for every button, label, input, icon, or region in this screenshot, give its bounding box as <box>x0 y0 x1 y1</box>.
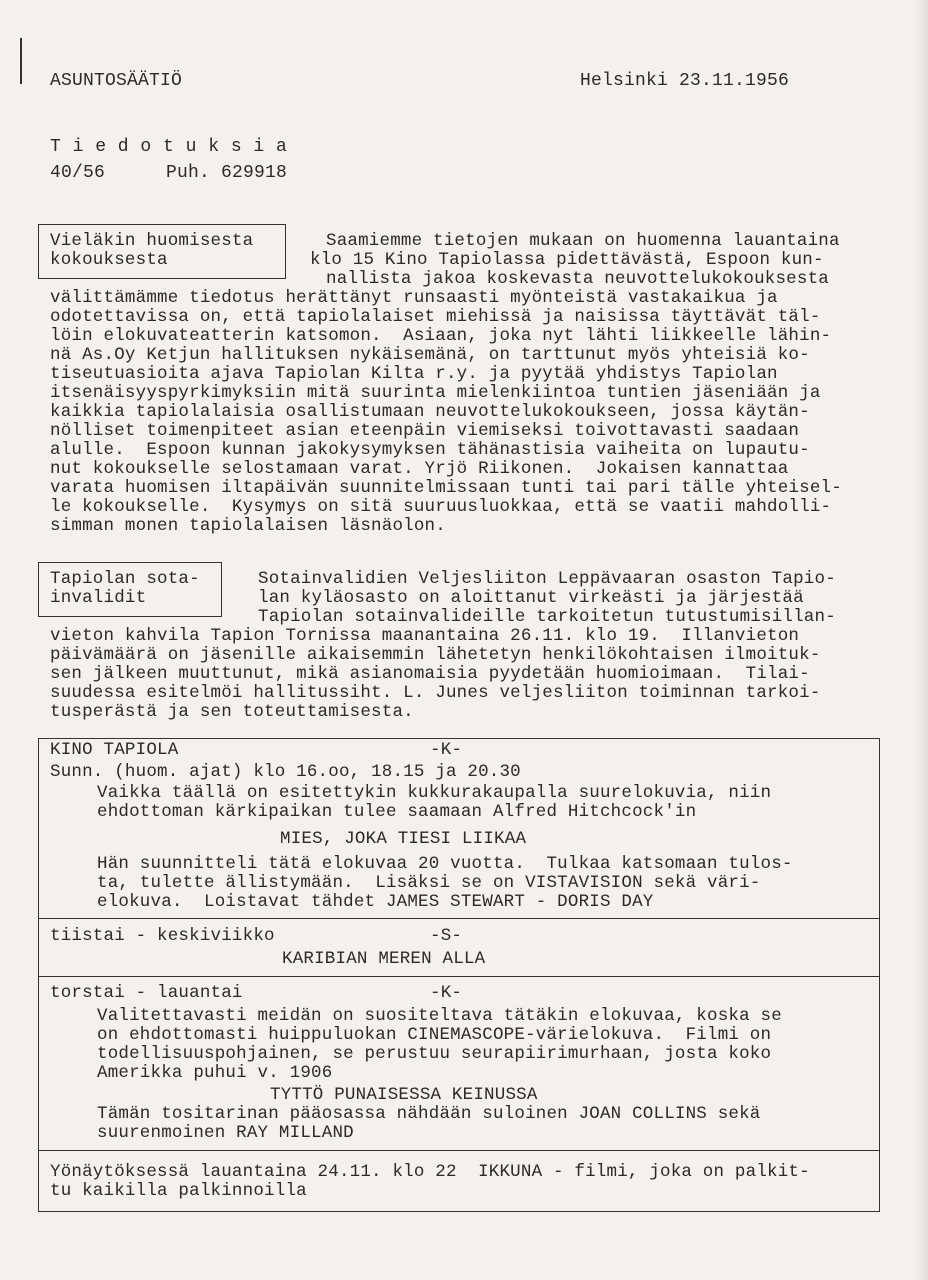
rating: -K- <box>430 740 463 760</box>
page-edge-shadow <box>914 0 928 1280</box>
section2-heading-line: Tapiolan sota- <box>50 569 200 589</box>
cinema-text-line: on ehdottomasti huippuluokan CINEMASCOPE-värielokuva. Filmi on <box>97 1025 772 1045</box>
show-days: tiistai - keskiviikko <box>50 926 275 946</box>
cinema-text-line: Amerikka puhui v. 1906 <box>97 1063 333 1083</box>
section1-line: nölliset toimenpiteet asian eteenpäin viemiseksi toivottavasti saadaan <box>50 421 800 441</box>
org-name: ASUNTOSÄÄTIÖ <box>50 71 183 91</box>
section2-line: tusperästä ja sen toteuttamisesta. <box>50 702 414 722</box>
rating: -S- <box>430 926 463 946</box>
section2-line: päivämäärä on jäsenille aikaisemmin lähetetyn henkilökohtaisen ilmoituk- <box>50 645 821 665</box>
cinema-text-line: Hän suunnitteli tätä elokuvaa 20 vuotta. Tulkaa katsomaan tulos- <box>97 854 793 874</box>
cinema-text-line: tu kaikilla palkinnoilla <box>50 1181 307 1201</box>
section1-heading-line: Vieläkin huomisesta <box>50 231 254 251</box>
section1-line: le kokoukselle. Kysymys on sitä suuruusluokkaa, että se vaatii mahdolli- <box>50 497 832 517</box>
section1-line: Saamiemme tietojen mukaan on huomenna lauantaina <box>326 231 840 251</box>
cinema-divider <box>38 1150 880 1151</box>
cinema-text-line: Tämän tositarinan pääosassa nähdään suloinen JOAN COLLINS sekä <box>97 1104 761 1124</box>
cinema-text-line: ta, tulette ällistymään. Lisäksi se on VISTAVISION sekä väri- <box>97 873 761 893</box>
cinema-title: KINO TAPIOLA <box>50 740 179 760</box>
section1-line: nut kokoukselle selostamaan varat. Yrjö Riikonen. Jokaisen kannattaa <box>50 459 789 479</box>
section1-line: nallista jakoa koskevasta neuvottelukokouksesta <box>326 269 829 289</box>
cinema-text-line: elokuva. Loistavat tähdet JAMES STEWART - DORIS DAY <box>97 892 654 912</box>
cinema-divider <box>38 976 880 977</box>
section1-line: löin elokuvateatterin katsomon. Asiaan, joka nyt lähti liikkeelle lähin- <box>50 326 832 346</box>
section1-line: odotettavissa on, että tapiolalaiset miehissä ja naisissa täyttävät täl- <box>50 307 821 327</box>
cinema-divider <box>38 918 880 919</box>
section1-line: alulle. Espoon kunnan jakokysymyksen tähänastisia vaiheita on lupautu- <box>50 440 810 460</box>
film-title: KARIBIAN MEREN ALLA <box>282 949 486 969</box>
section1-line: varata huomisen iltapäivän suunnitelmissaan tunti tai pari tälle yhteisel- <box>50 478 842 498</box>
section1-heading-line: kokouksesta <box>50 250 168 270</box>
section1-line: välittämämme tiedotus herättänyt runsaasti myönteistä vastakaikua ja <box>50 288 778 308</box>
section2-line: suudessa esitelmöi hallitussiht. L. Junes veljesliiton toiminnan tarkoi- <box>50 683 821 703</box>
cinema-text-line: Yönäytöksessä lauantaina 24.11. klo 22 IKKUNA - filmi, joka on palkit- <box>50 1162 810 1182</box>
section2-line: lan kyläosasto on aloittanut virkeästi ja järjestää <box>258 588 804 608</box>
phone-number: Puh. 629918 <box>166 163 288 183</box>
place-date: Helsinki 23.11.1956 <box>580 71 790 91</box>
punch-bracket-mark <box>14 38 22 84</box>
section2-heading-line: invalidit <box>50 588 147 608</box>
show-days: torstai - lauantai <box>50 983 243 1003</box>
cinema-text-line: Vaikka täällä on esitettykin kukkurakaupalla suurelokuvia, niin <box>97 783 772 803</box>
section2-line: vieton kahvila Tapion Tornissa maanantaina 26.11. klo 19. Illanvieton <box>50 626 800 646</box>
cinema-text-line: suurenmoinen RAY MILLAND <box>97 1123 354 1143</box>
section1-line: tiseutuasioita ajava Tapiolan Kilta r.y. ja pyytää yhdistys Tapiolan <box>50 364 778 384</box>
section1-line: nä As.Oy Ketjun hallituksen nykäisemänä, on tarttunut myös yhteisiä ko- <box>50 345 810 365</box>
document-number: 40/56 <box>50 163 106 183</box>
document-title: T i e d o t u k s i a <box>50 137 288 157</box>
section1-line: kaikkia tapiolalaisia osallistumaan neuvottelukokoukseen, jossa käytän- <box>50 402 810 422</box>
cinema-text-line: Valitettavasti meidän on suositeltava tätäkin elokuvaa, koska se <box>97 1006 782 1026</box>
section1-line: simman monen tapiolalaisen läsnäolon. <box>50 516 446 536</box>
section1-line: itsenäisyyspyrkimyksiin mitä suurinta mielenkiintoa tuntien jäseniään ja <box>50 383 821 403</box>
section2-line: Sotainvalidien Veljesliiton Leppävaaran osaston Tapio- <box>258 569 836 589</box>
section2-line: Tapiolan sotainvalideille tarkoitetun tutustumisillan- <box>258 607 836 627</box>
section1-line: klo 15 Kino Tapiolassa pidettävästä, Espoon kun- <box>310 250 824 270</box>
cinema-text-line: todellisuuspohjainen, se perustuu seurapiirimurhaan, josta koko <box>97 1044 772 1064</box>
cinema-text-line: ehdottoman kärkipaikan tulee saamaan Alfred Hitchcock'in <box>97 802 697 822</box>
film-title: TYTTÖ PUNAISESSA KEINUSSA <box>270 1085 538 1105</box>
showtimes: Sunn. (huom. ajat) klo 16.oo, 18.15 ja 20.30 <box>50 762 521 782</box>
section2-line: sen jälkeen muuttunut, mikä asianomaisia pyydetään huomioimaan. Tilai- <box>50 664 810 684</box>
rating: -K- <box>430 983 463 1003</box>
film-title: MIES, JOKA TIESI LIIKAA <box>280 829 527 849</box>
